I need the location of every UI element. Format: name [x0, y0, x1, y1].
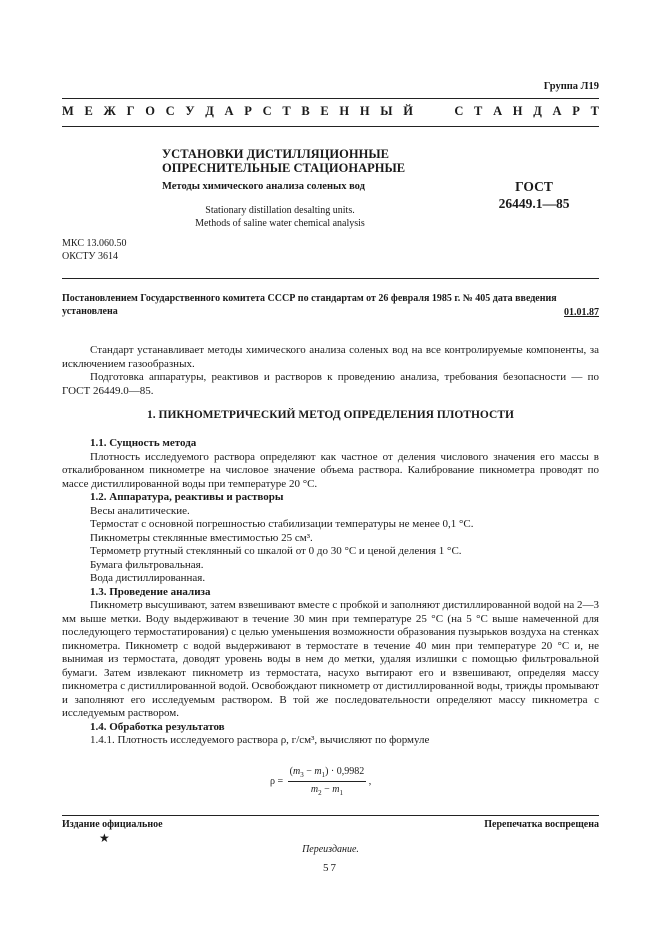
- formula-comma: ,: [368, 775, 372, 787]
- mks-code: МКС 13.060.50: [62, 238, 127, 249]
- gost-label: ГОСТ: [515, 179, 553, 194]
- banner-letter: О: [145, 104, 155, 118]
- banner-letter: М: [62, 104, 74, 118]
- reprint-prohibited: Перепечатка воспрещена: [484, 819, 599, 830]
- banner-rule: [62, 126, 599, 127]
- list-item: Термометр ртутный стеклянный со шкалой от 0 до 30 °С и ценой деления 1 °С.: [90, 545, 462, 557]
- formula-fraction: [288, 766, 367, 797]
- reissue-note: Переиздание.: [302, 844, 359, 855]
- banner-letter: В: [301, 104, 310, 118]
- banner-letter: Ы: [380, 104, 393, 118]
- title-line: УСТАНОВКИ ДИСТИЛЛЯЦИОННЫЕ: [162, 147, 389, 161]
- formula-denominator: $m_2 - m_1$: [310, 784, 343, 797]
- footer-rule: [62, 815, 599, 816]
- banner-letter: А: [224, 104, 234, 118]
- list-item: Вода дистиллированная.: [90, 572, 206, 584]
- english-title-line: Stationary distillation desalting units.: [205, 205, 355, 216]
- list-item: Термостат с основной погрешностью стабилизации температуры не менее 0,1 °С.: [90, 518, 474, 530]
- paragraph: Пикнометр высушивают, затем взвешивают вместе с пробкой и заполняют дистиллированной водой на 2—3 мм выше метки. Воду выдерживают в течение 30 мин при температуре 25 °С (на 5 °С выше намеченной для последующего термостатирования) с целью уменьшения возможности образования пузырьков воздуха на стенках пикнометра. Пикнометр с водой выдерживают в термостате в течение 40 мин при температуре 20 °С и, не вынимая из термостата, доводят уровень воды в нем до метки, удаляя излишки с помощью фильтровальной бумаги. Затем извлекают пикнометр из термостата, насухо вытирают его и взвешивают, определяя массу пикнометра с дистиллированной водой. Освобождают пикнометр от дистиллированной воды, трижды промывают и заполняют его исследуемым раствором. В той же последовательности определяют массу пикнометра с исследуемым раствором.: [62, 599, 599, 719]
- intro-block: [62, 344, 599, 398]
- group-code: Группа Л19: [543, 81, 599, 92]
- banner-letter: Г: [126, 104, 135, 118]
- standard-banner: [62, 104, 599, 119]
- gost-designation: [470, 178, 598, 212]
- banner-letter: Д: [205, 104, 214, 118]
- banner-letter: Т: [474, 104, 483, 118]
- section-heading: 1. ПИКНОМЕТРИЧЕСКИЙ МЕТОД ОПРЕДЕЛЕНИЯ ПЛОТНОСТИ: [147, 409, 514, 421]
- document-subtitle: Методы химического анализа соленых вод: [162, 181, 365, 192]
- banner-letter: Д: [533, 104, 542, 118]
- banner-letter: Й: [403, 104, 413, 118]
- banner-letter: Р: [572, 104, 580, 118]
- banner-letter: Н: [512, 104, 523, 118]
- banner-letter: С: [262, 104, 272, 118]
- list-item: Весы аналитические.: [90, 504, 190, 517]
- banner-letter: С: [454, 104, 464, 118]
- list-item: Пикнометры стеклянные вместимостью 25 см³.: [90, 531, 313, 544]
- paragraph: Плотность исследуемого раствора определяют как частное от деления числового значения его массы в откалиброванном пикнометре на числовое значение объема раствора. Калибрование пикнометра проводят по массе дистиллированной воды при температуре 20 °С.: [62, 450, 599, 490]
- list-item: Бумага фильтровальная.: [90, 558, 204, 571]
- formula-lhs: ρ =: [270, 776, 284, 787]
- banner-letter: Н: [339, 104, 350, 118]
- title-line: ОПРЕСНИТЕЛЬНЫЕ СТАЦИОНАРНЫЕ: [162, 161, 406, 175]
- codes-rule: [62, 278, 599, 279]
- gost-number: 26449.1—85: [498, 196, 570, 211]
- official-edition: Издание официальное: [62, 819, 163, 830]
- classification-codes: [62, 238, 126, 263]
- okstu-code: ОКСТУ 3614: [62, 250, 119, 262]
- subsection-heading: 1.1. Сущность метода: [90, 437, 197, 449]
- subsection-heading: 1.2. Аппаратура, реактивы и растворы: [90, 491, 284, 503]
- subsection-heading: 1.4. Обработка результатов: [90, 720, 225, 733]
- english-title-line: Methods of saline water chemical analysis: [195, 218, 365, 229]
- decree-text: Постановлением Государственного комитета СССР по стандартам от 26 февраля 1985 г. № 405 дата введения установлена: [62, 293, 557, 317]
- english-title: [162, 204, 398, 230]
- formula-numerator: $(m_3 - m_1) \cdot 0,9982$: [288, 766, 367, 782]
- top-rule: [62, 98, 599, 99]
- banner-letter: Н: [359, 104, 370, 118]
- banner-letter: Е: [84, 104, 93, 118]
- banner-letter: Ж: [103, 104, 116, 118]
- banner-letter: Е: [320, 104, 329, 118]
- density-formula: [270, 766, 371, 797]
- banner-letter: С: [165, 104, 175, 118]
- introduction-date: 01.01.87: [564, 307, 599, 318]
- banner-letter: Т: [590, 104, 599, 118]
- document-title: [162, 147, 405, 175]
- banner-letter: Р: [244, 104, 252, 118]
- page-number: 57: [323, 862, 338, 874]
- banner-letter: Т: [282, 104, 291, 118]
- banner-letter: А: [552, 104, 562, 118]
- intro-paragraph: Стандарт устанавливает методы химического анализа соленых вод на все контролируемые компоненты, за исключением газообразных.: [62, 344, 599, 370]
- paragraph: 1.4.1. Плотность исследуемого раствора ρ, г/см³, вычисляют по формуле: [90, 734, 430, 746]
- banner-letter: А: [493, 104, 503, 118]
- intro-paragraph: Подготовка аппаратуры, реактивов и растворов к проведению анализа, требования безопасности — по ГОСТ 26449.0—85.: [62, 371, 599, 397]
- star-icon: ★: [99, 831, 110, 845]
- subsection-heading: 1.3. Проведение анализа: [90, 585, 211, 598]
- section-body: [62, 437, 599, 748]
- banner-letter: У: [185, 104, 195, 118]
